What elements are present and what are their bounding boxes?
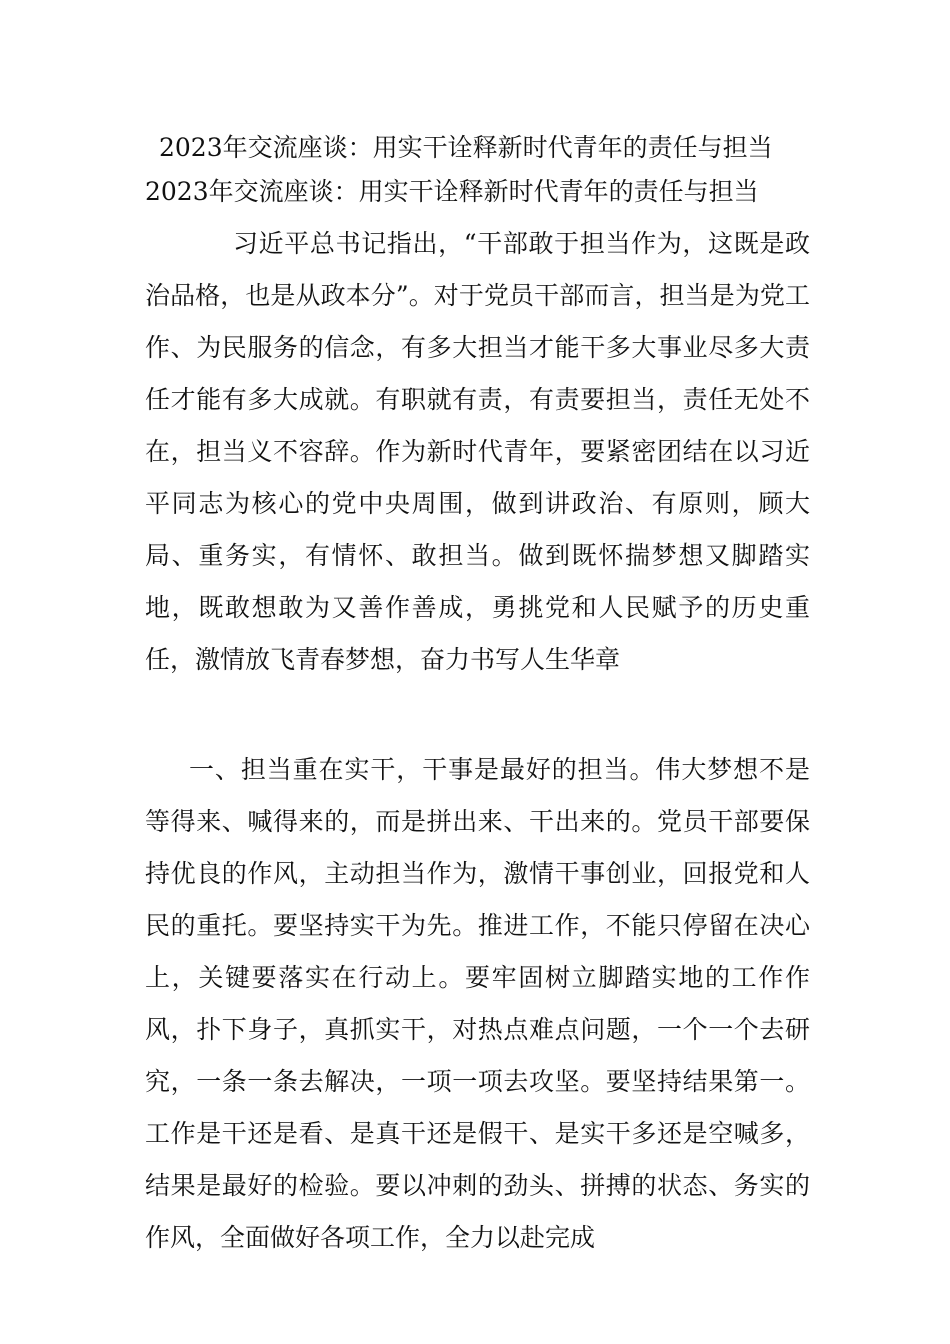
paragraph-intro: 习近平总书记指出，“干部敢于担当作为，这既是政治品格，也是从政本分”。对于党员干部而言，担当是为党工作、为民服务的信念，有多大担当才能干多大事业尽多大责任才能有多大成就。有职就有责，有责要担当，责任无处不在，担当义不容辞。作为新时代青年，要紧密团结在以习近平同志为核心的党中央周围，做到讲政治、有原则，顾大局、重务实，有情怀、敢担当。做到既怀揣梦想又脚踏实地，既敢想敢为又善作善成，勇挑党和人民赋予的历史重任，激情放飞青春梦想，奋力书写人生华章	[145, 229, 810, 674]
document-title: 2023年交流座谈：用实干诠释新时代青年的责任与担当	[159, 133, 773, 162]
document-title-repeat: 2023年交流座谈：用实干诠释新时代青年的责任与担当	[145, 177, 759, 206]
document-body	[145, 126, 810, 1264]
paragraph-section-one: 一、担当重在实干，干事是最好的担当。伟大梦想不是等得来、喊得来的，而是拼出来、干出来的。党员干部要保持优良的作风，主动担当作为，激情干事创业，回报党和人民的重托。要坚持实干为先。推进工作，不能只停留在决心上，关键要落实在行动上。要牢固树立脚踏实地的工作作风，扑下身子，真抓实干，对热点难点问题，一个一个去研究，一条一条去解决，一项一项去攻坚。要坚持结果第一。工作是干还是看、是真干还是假干、是实干多还是空喊多，结果是最好的检验。要以冲刺的劲头、拼搏的状态、务实的作风，全面做好各项工作，全力以赴完成	[145, 755, 810, 1252]
